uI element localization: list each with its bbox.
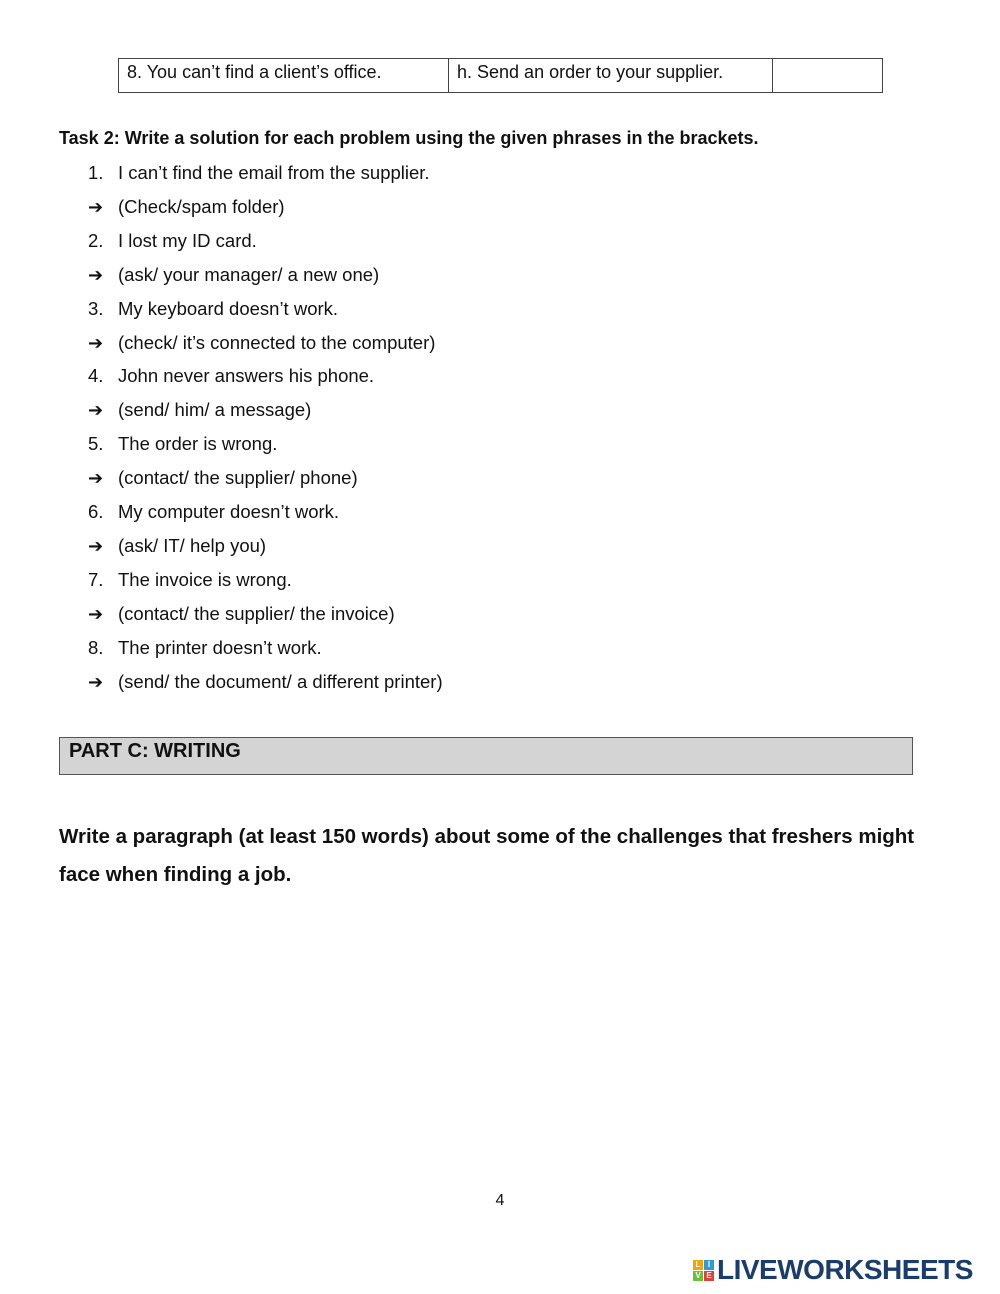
arrow-icon: ➔ <box>88 603 104 624</box>
solution-cell: h. Send an order to your supplier. <box>449 59 773 93</box>
table-row <box>119 59 883 93</box>
answer-cell[interactable] <box>773 59 883 93</box>
task-item <box>88 296 338 322</box>
task-item-hint: (ask/ your manager/ a new one) <box>118 263 380 285</box>
task-item <box>88 363 374 389</box>
task-item-problem: I lost my ID card. <box>118 229 257 251</box>
task-item-number: 3. <box>88 297 104 319</box>
task-item-hint: (send/ him/ a message) <box>118 399 312 421</box>
arrow-icon: ➔ <box>88 468 104 489</box>
task-item-hint-line <box>88 262 379 288</box>
logo-tile: E <box>704 1271 714 1281</box>
task-item-number: 5. <box>88 433 104 455</box>
brand-name: LIVEWORKSHEETS <box>717 1254 973 1285</box>
task-item-problem: John never answers his phone. <box>118 365 375 387</box>
task-item-number: 2. <box>88 229 104 251</box>
writing-prompt: Write a paragraph (at least 150 words) about some of the challenges that freshers might face when finding a job. <box>59 825 915 886</box>
page-number: 4 <box>495 1192 505 1209</box>
task-item-number: 1. <box>88 162 104 183</box>
arrow-icon: ➔ <box>88 671 104 692</box>
task-item <box>88 228 257 254</box>
logo-tile: I <box>704 1260 714 1270</box>
task-item-hint-line <box>88 601 395 627</box>
task-item-number: 6. <box>88 501 104 522</box>
task-item <box>88 635 322 661</box>
task-item-hint: (contact/ the supplier/ the invoice) <box>118 602 395 624</box>
task-item-hint: (contact/ the supplier/ phone) <box>118 467 358 489</box>
liveworksheets-logo <box>693 1255 973 1285</box>
task-item-hint: (check/ it’s connected to the computer) <box>118 331 436 353</box>
task-item-problem: The invoice is wrong. <box>118 568 292 590</box>
task-item <box>88 431 277 457</box>
task-item-problem: The order is wrong. <box>118 433 278 455</box>
task-item-problem: I can’t find the email from the supplier. <box>118 162 430 183</box>
task-item-number: 8. <box>88 636 104 658</box>
problem-cell: 8. You can’t find a client’s office. <box>119 59 449 93</box>
task-item-hint-line <box>88 194 285 220</box>
arrow-icon: ➔ <box>88 196 104 217</box>
task-item <box>88 499 339 525</box>
task-item-hint: (ask/ IT/ help you) <box>118 534 267 556</box>
task-item-hint-line <box>88 533 266 559</box>
arrow-icon: ➔ <box>88 264 104 285</box>
task-item-hint: (send/ the document/ a different printer) <box>118 670 443 692</box>
arrow-icon: ➔ <box>88 332 104 353</box>
task-item-number: 7. <box>88 568 104 590</box>
task-item-hint-line <box>88 330 435 356</box>
part-c-title: PART C: WRITING <box>69 740 241 762</box>
logo-tile: V <box>693 1271 703 1281</box>
task-item-hint-line <box>88 669 443 695</box>
liveworksheets-logo-icon <box>693 1260 714 1281</box>
logo-tile: L <box>693 1260 703 1270</box>
task-item <box>88 567 292 593</box>
task-item-problem: The printer doesn’t work. <box>118 636 322 658</box>
task-item-hint-line <box>88 397 311 423</box>
task-item-number: 4. <box>88 365 104 387</box>
arrow-icon: ➔ <box>88 400 104 421</box>
task-item-problem: My computer doesn’t work. <box>118 501 340 522</box>
task-item-hint: (Check/spam folder) <box>118 195 285 217</box>
task-item <box>88 160 430 186</box>
arrow-icon: ➔ <box>88 535 104 556</box>
part-c-header <box>59 737 913 775</box>
task-item-hint-line <box>88 465 358 491</box>
matching-table <box>118 58 883 93</box>
task-item-problem: My keyboard doesn’t work. <box>118 297 339 319</box>
task-2-title: Task 2: Write a solution for each problem using the given phrases in the brackets. <box>59 128 759 148</box>
